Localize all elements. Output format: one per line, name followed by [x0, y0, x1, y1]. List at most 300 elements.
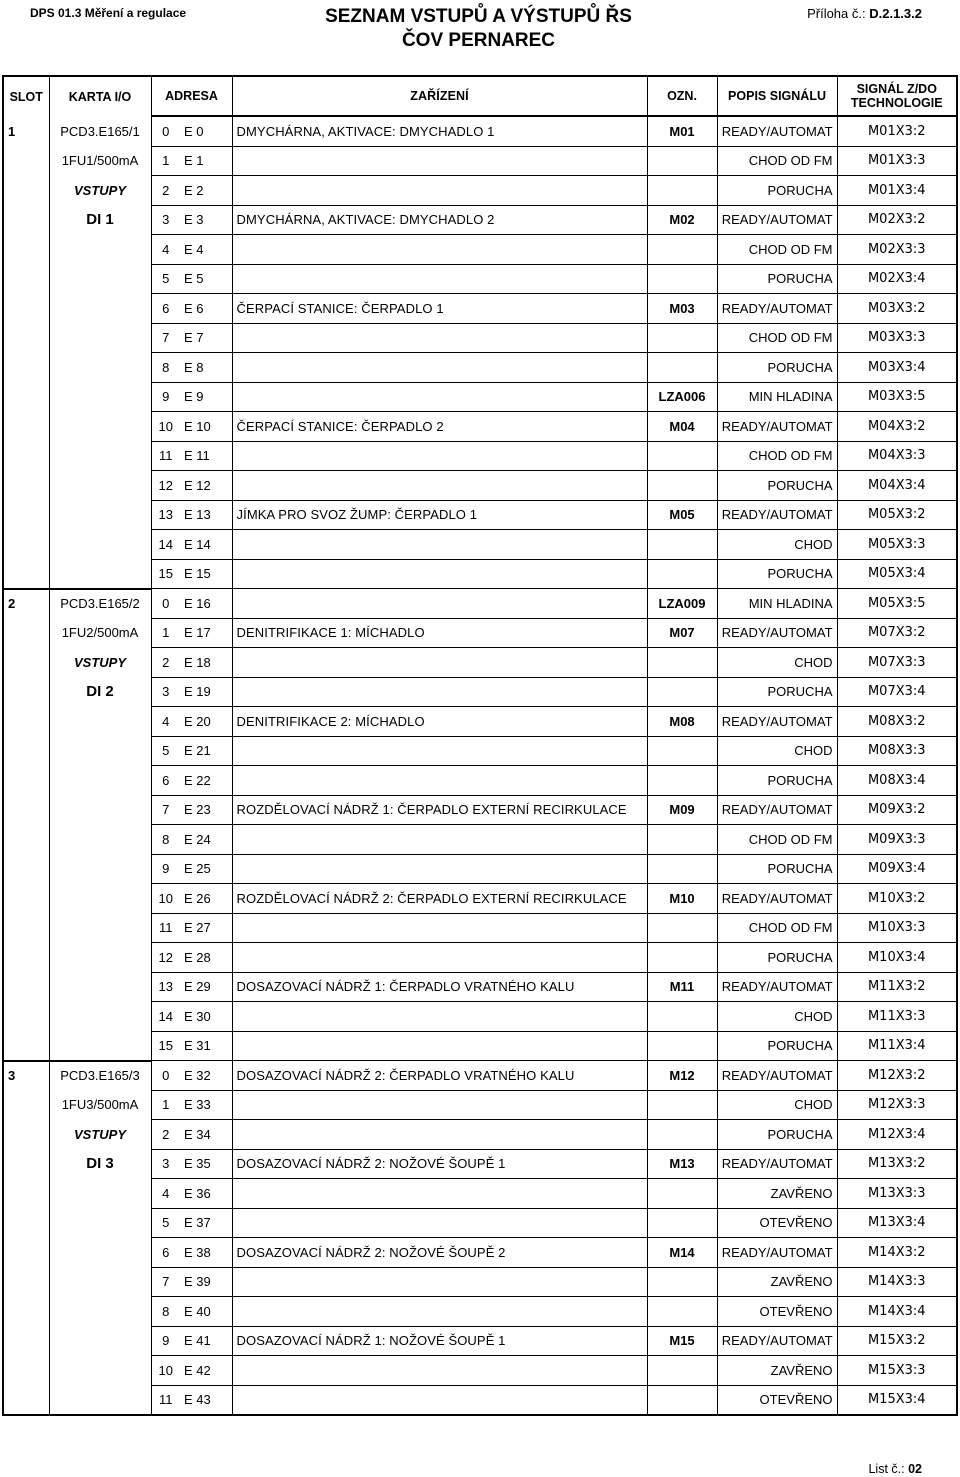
designation-cell: [647, 530, 717, 560]
signal-description-cell: OTEVŘENO: [717, 1385, 837, 1415]
address-cell: E 34: [180, 1120, 232, 1150]
terminal-cell: M13X3:4: [837, 1208, 957, 1238]
address-cell: E 25: [180, 854, 232, 884]
terminal-cell: M03X3:5: [837, 382, 957, 412]
designation-cell: [647, 1208, 717, 1238]
device-cell: [232, 382, 647, 412]
signal-description-cell: CHOD: [717, 736, 837, 766]
table-row: [3, 884, 957, 914]
card-cell: [49, 382, 151, 412]
signal-description-cell: CHOD: [717, 648, 837, 678]
card-cell: [49, 471, 151, 501]
address-cell: E 40: [180, 1297, 232, 1327]
terminal-cell: M01X3:4: [837, 176, 957, 206]
channel-number-cell: 12: [151, 471, 180, 501]
designation-cell: [647, 1385, 717, 1415]
channel-number-cell: 13: [151, 500, 180, 530]
address-cell: E 13: [180, 500, 232, 530]
card-cell: [49, 1031, 151, 1061]
slot-cell: [3, 235, 49, 265]
card-cell: [49, 1208, 151, 1238]
slot-cell: [3, 913, 49, 943]
signal-description-cell: OTEVŘENO: [717, 1297, 837, 1327]
channel-number-cell: 4: [151, 235, 180, 265]
signal-description-cell: CHOD OD FM: [717, 235, 837, 265]
signal-description-cell: READY/AUTOMAT: [717, 795, 837, 825]
table-row: [3, 766, 957, 796]
address-cell: E 18: [180, 648, 232, 678]
address-cell: E 1: [180, 146, 232, 176]
address-cell: E 31: [180, 1031, 232, 1061]
terminal-cell: M13X3:2: [837, 1149, 957, 1179]
table-row: [3, 1238, 957, 1268]
device-cell: [232, 1356, 647, 1386]
table-row: [3, 972, 957, 1002]
terminal-cell: M12X3:4: [837, 1120, 957, 1150]
slot-cell: [3, 677, 49, 707]
card-cell: [49, 235, 151, 265]
terminal-cell: M05X3:4: [837, 559, 957, 589]
signal-description-cell: PORUCHA: [717, 766, 837, 796]
designation-cell: M03: [647, 294, 717, 324]
table-row: [3, 382, 957, 412]
designation-cell: [647, 559, 717, 589]
designation-cell: M13: [647, 1149, 717, 1179]
device-cell: [232, 1002, 647, 1032]
terminal-cell: M01X3:2: [837, 116, 957, 146]
device-cell: [232, 353, 647, 383]
signal-description-cell: PORUCHA: [717, 677, 837, 707]
terminal-cell: M09X3:4: [837, 854, 957, 884]
signal-description-cell: READY/AUTOMAT: [717, 1061, 837, 1091]
table-row: [3, 795, 957, 825]
designation-cell: [647, 1179, 717, 1209]
device-cell: [232, 176, 647, 206]
terminal-cell: M04X3:2: [837, 412, 957, 442]
device-cell: [232, 323, 647, 353]
address-cell: E 26: [180, 884, 232, 914]
address-cell: E 37: [180, 1208, 232, 1238]
signal-description-cell: READY/AUTOMAT: [717, 294, 837, 324]
channel-number-cell: 5: [151, 736, 180, 766]
table-row: [3, 589, 957, 619]
slot-cell: [3, 1267, 49, 1297]
designation-cell: M01: [647, 116, 717, 146]
card-cell: 1FU1/500mA: [49, 146, 151, 176]
designation-cell: M10: [647, 884, 717, 914]
device-cell: [232, 441, 647, 471]
signal-description-cell: ZAVŘENO: [717, 1267, 837, 1297]
terminal-cell: M10X3:2: [837, 884, 957, 914]
address-cell: E 11: [180, 441, 232, 471]
slot-cell: [3, 1356, 49, 1386]
signal-description-cell: READY/AUTOMAT: [717, 1238, 837, 1268]
slot-cell: [3, 1208, 49, 1238]
slot-cell: [3, 766, 49, 796]
sheet-label: List č.:: [868, 1462, 905, 1476]
device-cell: JÍMKA PRO SVOZ ŽUMP: ČERPADLO 1: [232, 500, 647, 530]
card-cell: [49, 294, 151, 324]
channel-number-cell: 9: [151, 854, 180, 884]
col-header-adresa: ADRESA: [151, 76, 232, 116]
designation-cell: [647, 677, 717, 707]
channel-number-cell: 1: [151, 618, 180, 648]
device-cell: [232, 736, 647, 766]
terminal-cell: M11X3:3: [837, 1002, 957, 1032]
address-cell: E 17: [180, 618, 232, 648]
address-cell: E 36: [180, 1179, 232, 1209]
table-row: [3, 1297, 957, 1327]
terminal-cell: M12X3:3: [837, 1090, 957, 1120]
card-cell: [49, 736, 151, 766]
card-cell: VSTUPY: [49, 648, 151, 678]
card-cell: DI 1: [49, 205, 151, 235]
device-cell: ROZDĚLOVACÍ NÁDRŽ 1: ČERPADLO EXTERNÍ RECIRKULACE: [232, 795, 647, 825]
signal-description-cell: PORUCHA: [717, 264, 837, 294]
designation-cell: M14: [647, 1238, 717, 1268]
table-row: [3, 707, 957, 737]
table-row: [3, 1002, 957, 1032]
device-cell: [232, 1031, 647, 1061]
address-cell: E 4: [180, 235, 232, 265]
table-row: [3, 559, 957, 589]
channel-number-cell: 10: [151, 1356, 180, 1386]
channel-number-cell: 14: [151, 530, 180, 560]
designation-cell: [647, 1356, 717, 1386]
device-cell: [232, 766, 647, 796]
col-header-popis: POPIS SIGNÁLU: [717, 76, 837, 116]
channel-number-cell: 7: [151, 795, 180, 825]
card-cell: [49, 412, 151, 442]
device-cell: [232, 854, 647, 884]
table-row: [3, 235, 957, 265]
sheet-number: [868, 1462, 922, 1476]
channel-number-cell: 15: [151, 559, 180, 589]
designation-cell: [647, 1090, 717, 1120]
table-row: [3, 1090, 957, 1120]
terminal-cell: M10X3:3: [837, 913, 957, 943]
signal-description-cell: PORUCHA: [717, 471, 837, 501]
designation-cell: [647, 766, 717, 796]
channel-number-cell: 3: [151, 205, 180, 235]
terminal-cell: M05X3:3: [837, 530, 957, 560]
signal-description-cell: READY/AUTOMAT: [717, 412, 837, 442]
slot-cell: [3, 1149, 49, 1179]
table-row: [3, 1031, 957, 1061]
slot-cell: [3, 648, 49, 678]
slot-cell: [3, 854, 49, 884]
designation-cell: M12: [647, 1061, 717, 1091]
address-cell: E 32: [180, 1061, 232, 1091]
designation-cell: [647, 441, 717, 471]
card-cell: [49, 795, 151, 825]
terminal-cell: M11X3:2: [837, 972, 957, 1002]
table-row: [3, 116, 957, 146]
card-cell: [49, 1297, 151, 1327]
signal-description-cell: READY/AUTOMAT: [717, 1149, 837, 1179]
signal-description-cell: PORUCHA: [717, 943, 837, 973]
device-cell: DOSAZOVACÍ NÁDRŽ 2: NOŽOVÉ ŠOUPĚ 1: [232, 1149, 647, 1179]
table-row: [3, 1061, 957, 1091]
table-body: [3, 116, 957, 1415]
address-cell: E 10: [180, 412, 232, 442]
designation-cell: M04: [647, 412, 717, 442]
slot-cell: [3, 205, 49, 235]
address-cell: E 41: [180, 1326, 232, 1356]
channel-number-cell: 9: [151, 382, 180, 412]
signal-description-cell: PORUCHA: [717, 1120, 837, 1150]
signal-description-cell: ZAVŘENO: [717, 1356, 837, 1386]
device-cell: DENITRIFIKACE 2: MÍCHADLO: [232, 707, 647, 737]
channel-number-cell: 5: [151, 264, 180, 294]
device-cell: [232, 235, 647, 265]
device-cell: DOSAZOVACÍ NÁDRŽ 1: ČERPADLO VRATNÉHO KALU: [232, 972, 647, 1002]
channel-number-cell: 0: [151, 116, 180, 146]
designation-cell: [647, 471, 717, 501]
col-header-slot: SLOT: [3, 76, 49, 116]
signal-description-cell: CHOD: [717, 530, 837, 560]
device-cell: [232, 1297, 647, 1327]
device-cell: [232, 1267, 647, 1297]
device-cell: [232, 146, 647, 176]
terminal-cell: M08X3:3: [837, 736, 957, 766]
address-cell: E 43: [180, 1385, 232, 1415]
slot-cell: 3: [3, 1061, 49, 1091]
designation-cell: M08: [647, 707, 717, 737]
channel-number-cell: 10: [151, 884, 180, 914]
card-cell: DI 3: [49, 1149, 151, 1179]
table-row: [3, 1356, 957, 1386]
designation-cell: [647, 825, 717, 855]
channel-number-cell: 4: [151, 1179, 180, 1209]
slot-cell: [3, 1179, 49, 1209]
designation-cell: [647, 1002, 717, 1032]
terminal-cell: M13X3:3: [837, 1179, 957, 1209]
address-cell: E 0: [180, 116, 232, 146]
channel-number-cell: 8: [151, 353, 180, 383]
designation-cell: M07: [647, 618, 717, 648]
device-cell: [232, 1120, 647, 1150]
channel-number-cell: 11: [151, 441, 180, 471]
signal-description-cell: ZAVŘENO: [717, 1179, 837, 1209]
address-cell: E 33: [180, 1090, 232, 1120]
address-cell: E 21: [180, 736, 232, 766]
designation-cell: [647, 1120, 717, 1150]
table-row: [3, 323, 957, 353]
device-cell: ROZDĚLOVACÍ NÁDRŽ 2: ČERPADLO EXTERNÍ RECIRKULACE: [232, 884, 647, 914]
table-row: [3, 176, 957, 206]
signal-description-cell: CHOD: [717, 1002, 837, 1032]
slot-cell: [3, 1297, 49, 1327]
card-cell: 1FU2/500mA: [49, 618, 151, 648]
device-cell: [232, 264, 647, 294]
terminal-cell: M09X3:3: [837, 825, 957, 855]
table-row: [3, 294, 957, 324]
table-row: [3, 825, 957, 855]
designation-cell: [647, 176, 717, 206]
card-cell: [49, 854, 151, 884]
terminal-cell: M01X3:3: [837, 146, 957, 176]
address-cell: E 15: [180, 559, 232, 589]
col-header-karta: KARTA I/O: [49, 76, 151, 116]
address-cell: E 6: [180, 294, 232, 324]
channel-number-cell: 11: [151, 1385, 180, 1415]
document-code: DPS 01.3 Měření a regulace: [30, 6, 187, 20]
slot-cell: [3, 1238, 49, 1268]
signal-description-cell: READY/AUTOMAT: [717, 972, 837, 1002]
signal-description-cell: MIN HLADINA: [717, 589, 837, 619]
io-table: [2, 75, 958, 1416]
channel-number-cell: 10: [151, 412, 180, 442]
signal-description-cell: CHOD OD FM: [717, 913, 837, 943]
card-cell: [49, 1326, 151, 1356]
slot-cell: [3, 736, 49, 766]
designation-cell: M09: [647, 795, 717, 825]
device-cell: [232, 648, 647, 678]
address-cell: E 2: [180, 176, 232, 206]
channel-number-cell: 8: [151, 825, 180, 855]
title-line-2: ČOV PERNAREC: [401, 30, 556, 51]
channel-number-cell: 7: [151, 323, 180, 353]
address-cell: E 30: [180, 1002, 232, 1032]
signal-description-cell: PORUCHA: [717, 353, 837, 383]
col-header-zarizeni: ZAŘÍZENÍ: [232, 76, 647, 116]
signal-description-cell: CHOD OD FM: [717, 825, 837, 855]
table-row: [3, 264, 957, 294]
slot-cell: [3, 707, 49, 737]
address-cell: E 5: [180, 264, 232, 294]
card-cell: PCD3.E165/1: [49, 116, 151, 146]
signal-description-cell: PORUCHA: [717, 854, 837, 884]
slot-cell: [3, 264, 49, 294]
table-row: [3, 736, 957, 766]
designation-cell: [647, 323, 717, 353]
designation-cell: [647, 1031, 717, 1061]
col-header-signal-line-2: TECHNOLOGIE: [850, 96, 943, 110]
designation-cell: [647, 854, 717, 884]
device-cell: [232, 677, 647, 707]
address-cell: E 14: [180, 530, 232, 560]
device-cell: ČERPACÍ STANICE: ČERPADLO 2: [232, 412, 647, 442]
attachment-label: Příloha č.:: [807, 6, 866, 21]
card-cell: [49, 1179, 151, 1209]
table-row: [3, 205, 957, 235]
terminal-cell: M08X3:4: [837, 766, 957, 796]
table-row: [3, 1120, 957, 1150]
address-cell: E 8: [180, 353, 232, 383]
signal-description-cell: READY/AUTOMAT: [717, 618, 837, 648]
channel-number-cell: 13: [151, 972, 180, 1002]
table-row: [3, 500, 957, 530]
channel-number-cell: 5: [151, 1208, 180, 1238]
card-cell: [49, 913, 151, 943]
signal-description-cell: CHOD OD FM: [717, 441, 837, 471]
channel-number-cell: 6: [151, 1238, 180, 1268]
device-cell: [232, 913, 647, 943]
table-row: [3, 146, 957, 176]
device-cell: [232, 1385, 647, 1415]
attachment-value: D.2.1.3.2: [869, 6, 922, 21]
table-row: [3, 648, 957, 678]
address-cell: E 20: [180, 707, 232, 737]
card-cell: [49, 884, 151, 914]
slot-cell: [3, 146, 49, 176]
device-cell: [232, 471, 647, 501]
table-row: [3, 854, 957, 884]
table-row: [3, 353, 957, 383]
signal-description-cell: PORUCHA: [717, 1031, 837, 1061]
signal-description-cell: READY/AUTOMAT: [717, 116, 837, 146]
channel-number-cell: 3: [151, 677, 180, 707]
table-row: [3, 1267, 957, 1297]
address-cell: E 22: [180, 766, 232, 796]
channel-number-cell: 6: [151, 766, 180, 796]
card-cell: [49, 1238, 151, 1268]
slot-cell: 1: [3, 116, 49, 146]
slot-cell: [3, 618, 49, 648]
designation-cell: [647, 264, 717, 294]
address-cell: E 9: [180, 382, 232, 412]
slot-cell: [3, 294, 49, 324]
card-cell: [49, 943, 151, 973]
terminal-cell: M07X3:2: [837, 618, 957, 648]
slot-cell: [3, 500, 49, 530]
signal-description-cell: CHOD: [717, 1090, 837, 1120]
table-row: [3, 412, 957, 442]
table-row: [3, 677, 957, 707]
attachment-number: [807, 6, 922, 21]
device-cell: DMYCHÁRNA, AKTIVACE: DMYCHADLO 2: [232, 205, 647, 235]
terminal-cell: M07X3:3: [837, 648, 957, 678]
card-cell: [49, 766, 151, 796]
col-header-signal-line-1: SIGNÁL Z/DO: [856, 82, 937, 96]
terminal-cell: M03X3:2: [837, 294, 957, 324]
card-cell: [49, 1002, 151, 1032]
address-cell: E 12: [180, 471, 232, 501]
card-cell: DI 2: [49, 677, 151, 707]
table-row: [3, 471, 957, 501]
designation-cell: [647, 353, 717, 383]
signal-description-cell: CHOD OD FM: [717, 146, 837, 176]
terminal-cell: M15X3:3: [837, 1356, 957, 1386]
device-cell: DMYCHÁRNA, AKTIVACE: DMYCHADLO 1: [232, 116, 647, 146]
channel-number-cell: 4: [151, 707, 180, 737]
terminal-cell: M15X3:4: [837, 1385, 957, 1415]
device-cell: [232, 1090, 647, 1120]
address-cell: E 27: [180, 913, 232, 943]
channel-number-cell: 12: [151, 943, 180, 973]
designation-cell: [647, 943, 717, 973]
table-row: [3, 1208, 957, 1238]
signal-description-cell: READY/AUTOMAT: [717, 707, 837, 737]
slot-cell: [3, 1090, 49, 1120]
card-cell: [49, 264, 151, 294]
slot-cell: [3, 1385, 49, 1415]
table-row: [3, 1179, 957, 1209]
slot-cell: [3, 412, 49, 442]
card-cell: [49, 559, 151, 589]
table-row: [3, 1385, 957, 1415]
device-cell: [232, 1179, 647, 1209]
signal-description-cell: READY/AUTOMAT: [717, 1326, 837, 1356]
channel-number-cell: 2: [151, 176, 180, 206]
terminal-cell: M08X3:2: [837, 707, 957, 737]
card-cell: [49, 707, 151, 737]
designation-cell: M15: [647, 1326, 717, 1356]
channel-number-cell: 7: [151, 1267, 180, 1297]
slot-cell: [3, 795, 49, 825]
channel-number-cell: 11: [151, 913, 180, 943]
